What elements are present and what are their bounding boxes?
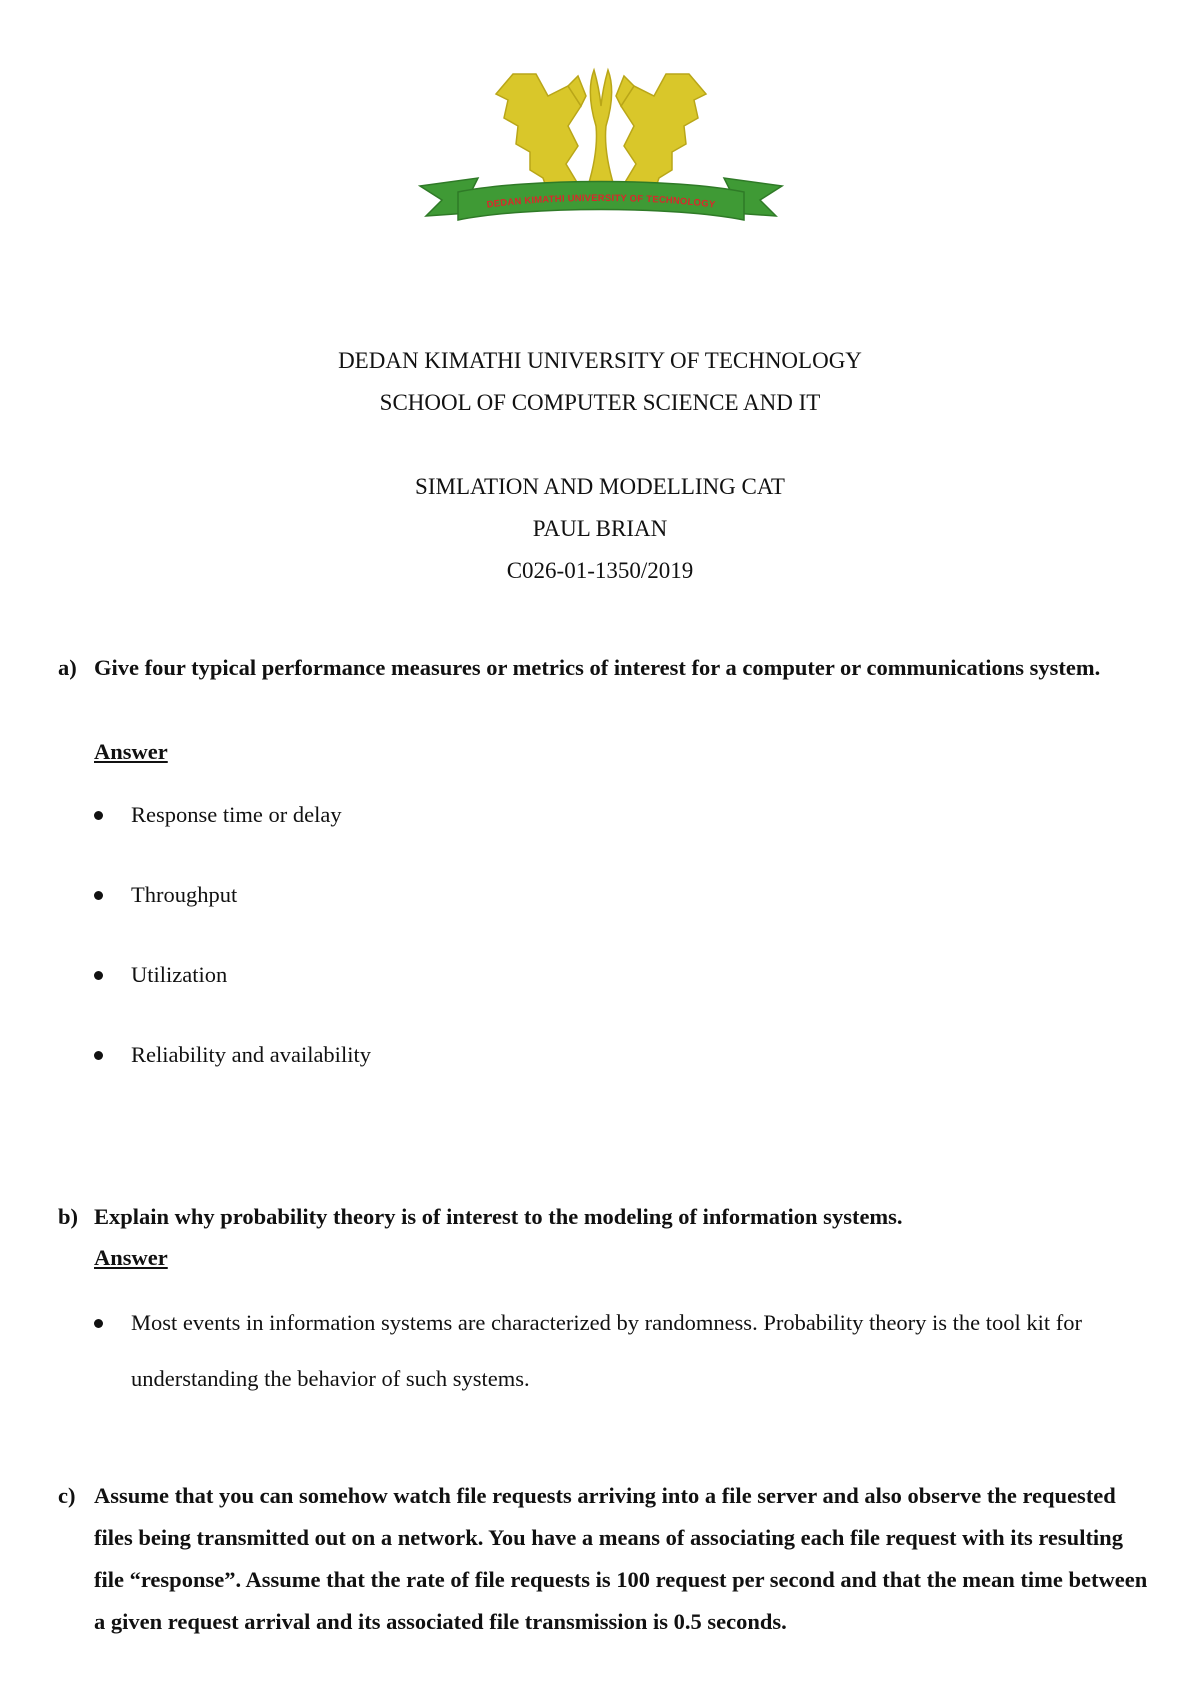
question-b: [58, 1196, 1148, 1238]
question-c: [58, 1475, 1148, 1643]
student-info-block: [0, 466, 1200, 592]
logo-ribbon: [420, 178, 782, 220]
question-c-letter: c): [58, 1483, 76, 1508]
question-b-answer-label: Answer: [94, 1245, 168, 1270]
bullet-icon: [94, 947, 104, 1003]
question-b-letter: b): [58, 1204, 79, 1229]
logo-ribbon-text: DEDAN KIMATHI UNIVERSITY OF TECHNOLOGY: [486, 192, 716, 211]
answer-a-item-1: Response time or delay: [94, 787, 1134, 843]
answer-a-item-4: Reliability and availability: [94, 1027, 1134, 1083]
header-block: [0, 340, 1200, 424]
question-b-text: Explain why probability theory is of interest to the modeling of information systems.: [94, 1204, 903, 1229]
school-name: SCHOOL OF COMPUTER SCIENCE AND IT: [379, 390, 821, 415]
course-title: SIMLATION AND MODELLING CAT: [415, 474, 785, 499]
question-c-text: Assume that you can somehow watch file requests arriving into a file server and also observe the requested files being transmitted out on a network. You have a means of associating each file request with its resulting file “response”. Assume that the rate of file requests is 100 request per second and that the mean time between a given request arrival and its associated file transmission is 0.5 seconds.: [94, 1483, 1148, 1634]
university-logo: [418, 66, 784, 246]
question-a-text: Give four typical performance measures or metrics of interest for a computer or communications system.: [94, 655, 1101, 680]
student-name: PAUL BRIAN: [532, 516, 668, 541]
university-name: DEDAN KIMATHI UNIVERSITY OF TECHNOLOGY: [338, 348, 862, 373]
answer-a-item-2: Throughput: [94, 867, 1134, 923]
registration-number: C026-01-1350/2019: [506, 558, 694, 583]
answer-a-item-3: Utilization: [94, 947, 1134, 1003]
bullet-icon: [94, 867, 104, 923]
question-a: [58, 647, 1148, 689]
question-a-answer-label: Answer: [94, 739, 168, 764]
bullet-icon: [94, 1027, 104, 1083]
answer-b-item-1: Most events in information systems are characterized by randomness. Probability theory is the tool kit for understanding the behavior of such systems.: [94, 1295, 1134, 1407]
bullet-icon: [94, 787, 104, 843]
bullet-icon: [94, 1295, 104, 1351]
question-a-letter: a): [58, 655, 77, 680]
